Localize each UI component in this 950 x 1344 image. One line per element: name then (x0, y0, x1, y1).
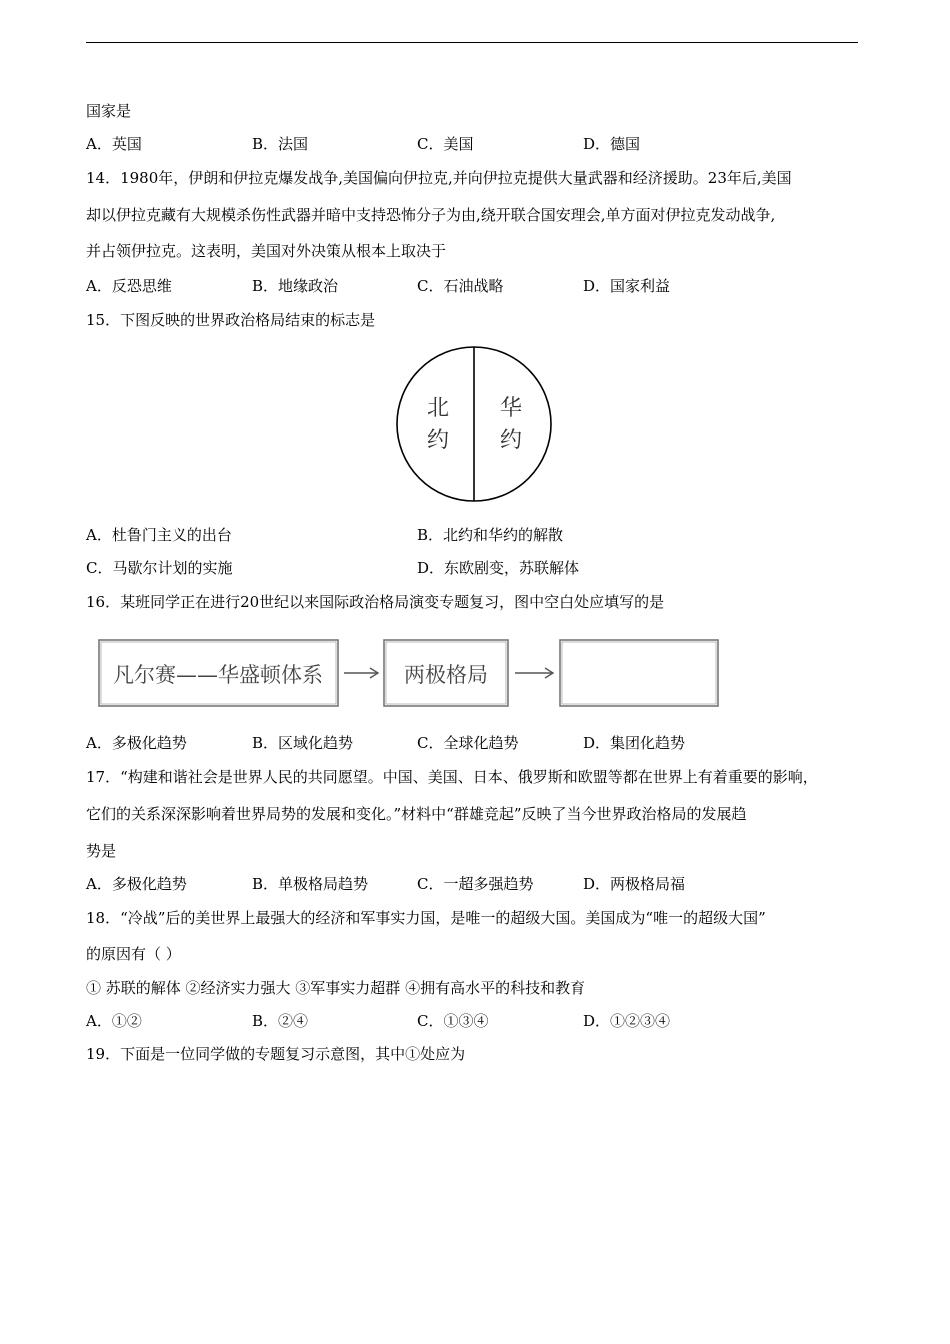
nato-warsaw-circle-figure (395, 345, 553, 503)
q15-option-a: A．杜鲁门主义的出台 (86, 526, 232, 544)
q18-items: ① 苏联的解体 ②经济实力强大 ③军事实力超群 ④拥有高水平的科技和教育 (86, 979, 586, 997)
q13-option-c: C．美国 (417, 135, 474, 153)
q17-option-a: A．多极化趋势 (86, 875, 187, 893)
q18-option-b: B．②④ (252, 1012, 309, 1030)
q16-option-a: A．多极化趋势 (86, 734, 187, 752)
figure-right-top: 华 (499, 396, 523, 421)
q14-option-a: A．反恐思维 (86, 277, 172, 295)
q13-option-a: A．英国 (86, 135, 142, 153)
q14-option-c: C．石油战略 (417, 277, 504, 295)
q13-option-b: B．法国 (252, 135, 309, 153)
q14-stem-line3: 并占领伊拉克。这表明，美国对外决策从根本上取决于 (86, 242, 447, 260)
q15-stem: 15．下图反映的世界政治格局结束的标志是 (86, 311, 376, 329)
figure-left-bottom: 约 (426, 428, 450, 453)
q17-stem-line1: 17．“构建和谐社会是世界人民的共同愿望。中国、美国、日本、俄罗斯和欧盟等都在世界上有着重要的影响， (86, 768, 818, 786)
q15-option-c: C．马歇尔计划的实施 (86, 559, 233, 577)
q15-option-d: D．东欧剧变，苏联解体 (417, 559, 580, 577)
q17-stem-line3: 势是 (86, 842, 117, 860)
q16-option-c: C．全球化趋势 (417, 734, 519, 752)
q17-option-c: C．一超多强趋势 (417, 875, 534, 893)
header-rule (86, 42, 858, 43)
figure-left-top: 北 (426, 396, 450, 421)
q18-stem-line1: 18．“冷战”后的美世界上最强大的经济和军事实力国，是唯一的超级大国。美国成为“唯一的超级大国” (86, 909, 766, 927)
q17-option-d: D．两极格局福 (583, 875, 686, 893)
q13-option-d: D．德国 (583, 135, 641, 153)
q16-stem: 16．某班同学正在进行20世纪以来国际政治格局演变专题复习，图中空白处应填写的是 (86, 593, 665, 611)
q18-option-a: A．①② (86, 1012, 142, 1030)
flow-box-3-blank (560, 640, 718, 706)
flow-box-2-label: 两极格局 (404, 663, 488, 687)
q18-stem-line2: 的原因有（ ） (86, 945, 181, 963)
flow-box-1-label: 凡尔赛——华盛顿体系 (113, 663, 323, 687)
figure-right-bottom: 约 (499, 428, 523, 453)
q14-option-d: D．国家利益 (583, 277, 671, 295)
q13-continuation: 国家是 (86, 102, 132, 120)
q19-stem: 19．下面是一位同学做的专题复习示意图，其中①处应为 (86, 1045, 466, 1063)
q15-option-b: B．北约和华约的解散 (417, 526, 564, 544)
q16-option-d: D．集团化趋势 (583, 734, 686, 752)
q17-stem-line2: 它们的关系深深影响着世界局势的发展和变化。”材料中“群雄竞起”反映了当今世界政治格局的发展趋 (86, 805, 747, 823)
q17-option-b: B．单极格局趋势 (252, 875, 369, 893)
q16-flow-diagram (98, 636, 723, 712)
q14-stem-line1: 14．1980年，伊朗和伊拉克爆发战争,美国偏向伊拉克,并向伊拉克提供大量武器和经济援助。23年后,美国 (86, 169, 792, 187)
q16-option-b: B．区域化趋势 (252, 734, 354, 752)
q14-option-b: B．地缘政治 (252, 277, 339, 295)
q18-option-d: D．①②③④ (583, 1012, 671, 1030)
q18-option-c: C．①③④ (417, 1012, 489, 1030)
q14-stem-line2: 却以伊拉克藏有大规模杀伤性武器并暗中支持恐怖分子为由,绕开联合国安理会,单方面对伊拉克发动战争, (86, 206, 776, 224)
